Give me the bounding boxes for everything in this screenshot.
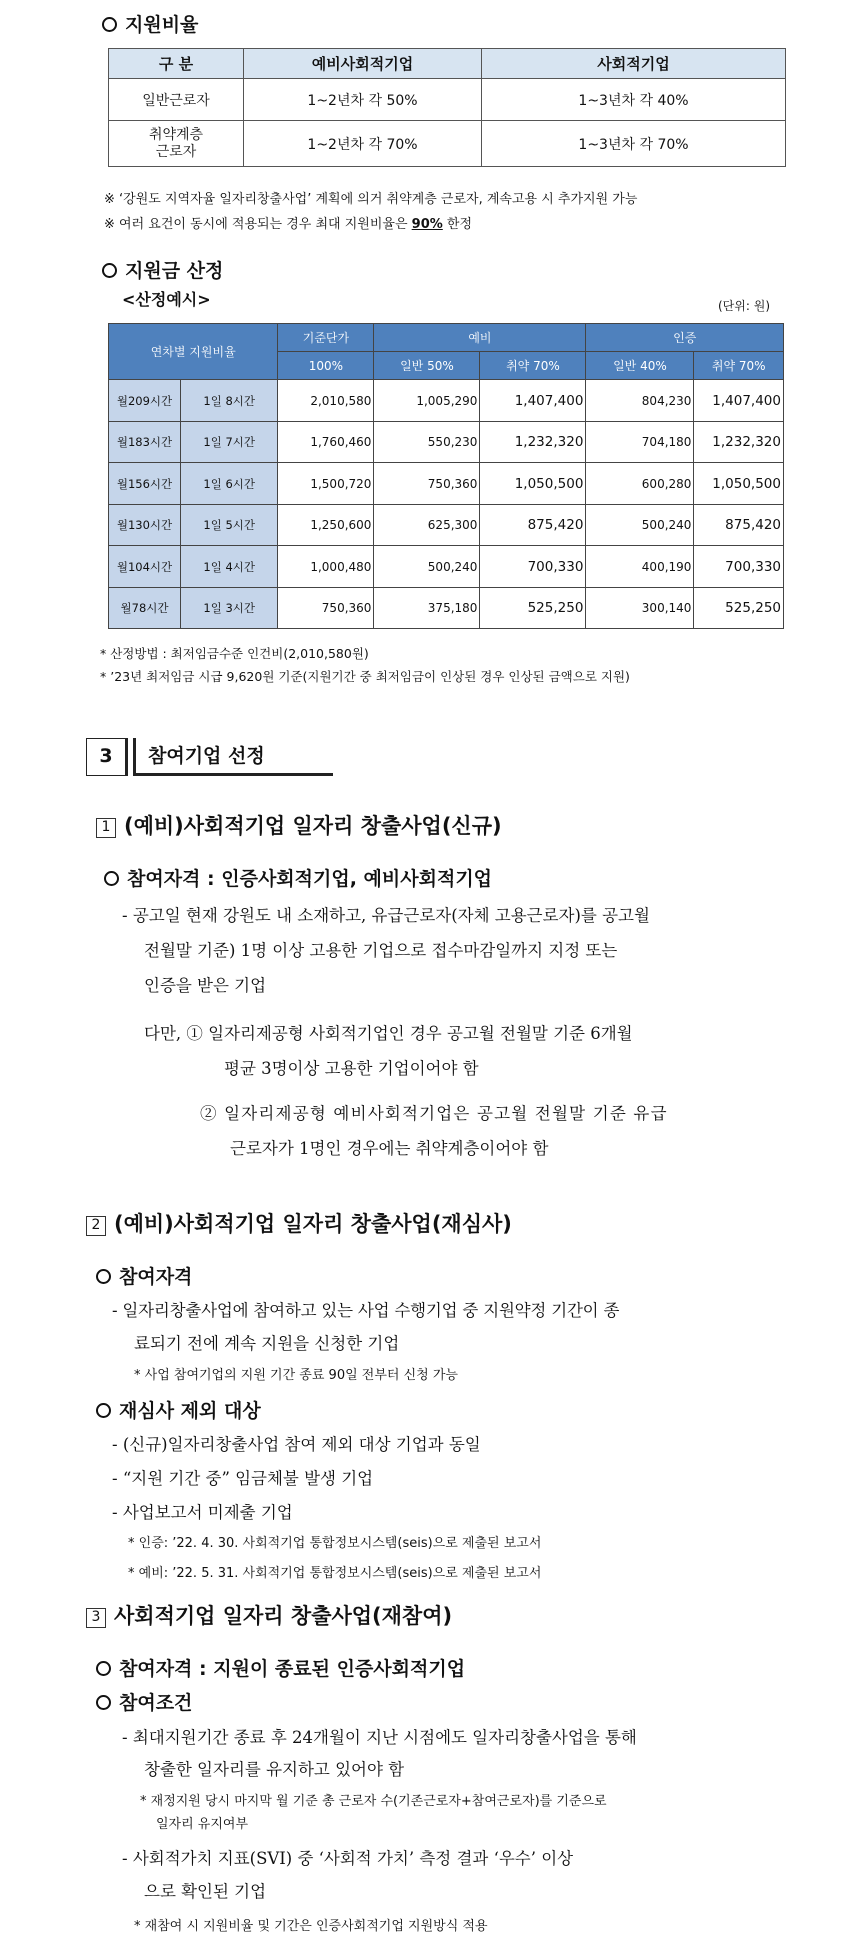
row-label: 일반근로자 [109, 79, 244, 121]
body-line: - 일자리창출사업에 참여하고 있는 사업 수행기업 중 지원약정 기간이 종 [112, 1301, 620, 1320]
table-cell: 1~3년차 각 70% [482, 121, 786, 167]
section-title: 참여기업 선정 [133, 738, 333, 776]
support-ratio-heading: 지원비율 [102, 10, 198, 37]
exclusion-heading: 재심사 제외 대상 [96, 1396, 261, 1423]
number-box: 1 [96, 818, 116, 838]
table-header: 예비사회적기업 [244, 49, 482, 79]
table-cell: 1~3년차 각 40% [482, 79, 786, 121]
note: * 산정방법 : 최저임금수준 인건비(2,010,580원) [100, 646, 369, 661]
unit-label: (단위: 원) [718, 299, 770, 313]
note: * 재참여 시 지원비율 및 기간은 인증사회적기업 지원방식 적용 [134, 1919, 488, 1934]
number-box: 3 [86, 1608, 106, 1628]
body-line: - (신규)일자리창출사업 참여 제외 대상 기업과 동일 [112, 1435, 481, 1454]
note: ※ ‘강원도 지역자율 일자리창출사업’ 계획에 의거 취약계층 근로자, 계속고용 시 추가지원 가능 [104, 192, 638, 207]
note: 일자리 유지여부 [156, 1817, 249, 1832]
body-line: 인증을 받은 기업 [144, 976, 267, 995]
table-header: 연차별 지원비율 [109, 324, 278, 380]
body-line: 전월말 기준) 1명 이상 고용한 기업으로 접수마감일까지 지정 또는 [144, 941, 618, 960]
table-header: 일반 50% [374, 352, 480, 380]
table-row: 월183시간 1일 7시간 1,760,460 550,230 1,232,320 704,180 1,232,320 [109, 422, 784, 463]
table-row: 월156시간 1일 6시간 1,500,720 750,360 1,050,500 600,280 1,050,500 [109, 463, 784, 505]
table-header: 기준단가 [278, 324, 374, 352]
body-line: - 사업보고서 미제출 기업 [112, 1503, 293, 1522]
table-header: 일반 40% [586, 352, 694, 380]
note: * 사업 참여기업의 지원 기간 종료 90일 전부터 신청 가능 [134, 1368, 458, 1383]
table-row: 월104시간 1일 4시간 1,000,480 500,240 700,330 400,190 700,330 [109, 546, 784, 588]
eligibility-heading: 참여자격 : 지원이 종료된 인증사회적기업 [96, 1654, 465, 1681]
table-row: 월130시간 1일 5시간 1,250,600 625,300 875,420 500,240 875,420 [109, 505, 784, 546]
body-line: 다만, ① 일자리제공형 사회적기업인 경우 공고월 전월말 기준 6개월 [144, 1024, 633, 1043]
table-header: 취약 70% [694, 352, 784, 380]
part-heading: 1 (예비)사회적기업 일자리 창출사업(신규) [96, 810, 502, 840]
note: * 예비: ’22. 5. 31. 사회적기업 통합정보시스템(seis)으로 제출된 보고서 [128, 1566, 542, 1581]
circle-bullet-icon [96, 1695, 111, 1710]
eligibility-heading: 참여자격 : 인증사회적기업, 예비사회적기업 [104, 864, 492, 891]
part-heading: 2 (예비)사회적기업 일자리 창출사업(재심사) [86, 1208, 512, 1238]
table-header: 취약 70% [480, 352, 586, 380]
support-ratio-table [108, 48, 786, 167]
body-line: 근로자가 1명인 경우에는 취약계층이어야 함 [230, 1139, 549, 1158]
eligibility-heading: 참여자격 [96, 1262, 192, 1289]
calc-subheading: <산정예시> [122, 290, 211, 309]
table-cell: 1~2년차 각 70% [244, 121, 482, 167]
number-box: 2 [86, 1216, 106, 1236]
calc-heading: 지원금 산정 [102, 256, 223, 283]
body-line: - 사회적가치 지표(SVI) 중 ‘사회적 가치’ 측정 결과 ‘우수’ 이상 [122, 1849, 574, 1868]
body-line: - “지원 기간 중” 임금체불 발생 기업 [112, 1469, 374, 1488]
circle-bullet-icon [96, 1269, 111, 1284]
table-row: 월209시간 1일 8시간 2,010,580 1,005,290 1,407,400 804,230 1,407,400 [109, 380, 784, 422]
circle-bullet-icon [96, 1661, 111, 1676]
note: * 인증: ’22. 4. 30. 사회적기업 통합정보시스템(seis)으로 제출된 보고서 [128, 1536, 542, 1551]
section-number: 3 [86, 738, 128, 776]
circle-bullet-icon [104, 871, 119, 886]
circle-bullet-icon [102, 263, 117, 278]
part-heading: 3 사회적기업 일자리 창출사업(재참여) [86, 1600, 452, 1630]
condition-heading: 참여조건 [96, 1688, 192, 1715]
table-header: 예비 [374, 324, 586, 352]
table-row: 월78시간 1일 3시간 750,360 375,180 525,250 300,140 525,250 [109, 588, 784, 629]
body-line: 료되기 전에 계속 지원을 신청한 기업 [134, 1334, 400, 1353]
body-line: 창출한 일자리를 유지하고 있어야 함 [144, 1760, 405, 1779]
table-header: 구 분 [109, 49, 244, 79]
body-line: 평균 3명이상 고용한 기업이어야 함 [224, 1059, 479, 1078]
row-label: 취약계층 근로자 [109, 121, 244, 167]
body-line: - 최대지원기간 종료 후 24개월이 지난 시점에도 일자리창출사업을 통해 [122, 1728, 637, 1747]
note: ※ 여러 요건이 동시에 적용되는 경우 최대 지원비율은 90% 한정 [104, 217, 473, 232]
table-header: 사회적기업 [482, 49, 786, 79]
table-cell: 1~2년차 각 50% [244, 79, 482, 121]
circle-bullet-icon [102, 17, 117, 32]
note: * 재정지원 당시 마지막 월 기준 총 근로자 수(기존근로자+참여근로자)를 기준으로 [140, 1794, 607, 1809]
body-line: 으로 확인된 기업 [144, 1882, 267, 1901]
body-line: ② 일자리제공형 예비사회적기업은 공고월 전월말 기준 유급 [200, 1104, 668, 1123]
table-header: 100% [278, 352, 374, 380]
calc-table [108, 323, 784, 629]
body-line: - 공고일 현재 강원도 내 소재하고, 유급근로자(자체 고용근로자)를 공고월 [122, 906, 650, 925]
note: * ’23년 최저임금 시급 9,620원 기준(지원기간 중 최저임금이 인상된 경우 인상된 금액으로 지원) [100, 669, 630, 684]
circle-bullet-icon [96, 1403, 111, 1418]
table-header: 인증 [586, 324, 784, 352]
